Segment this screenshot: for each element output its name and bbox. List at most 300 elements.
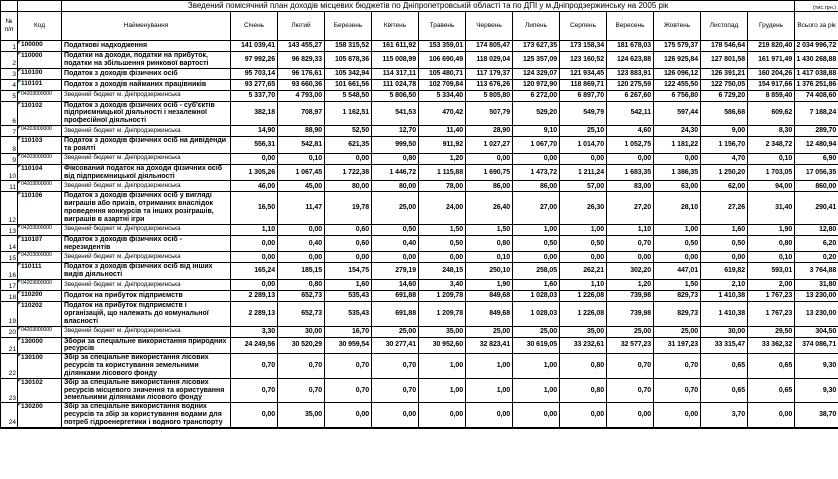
month-value-cell[interactable]: 0,00: [654, 252, 701, 263]
year-total-cell[interactable]: 9,30: [795, 354, 838, 378]
code-cell[interactable]: 110101: [18, 79, 62, 90]
name-cell[interactable]: Зведений бюджет м. Дніпродзержинська: [62, 280, 231, 291]
month-value-cell[interactable]: 0,70: [325, 354, 372, 378]
month-value-cell[interactable]: 25,00: [372, 326, 419, 337]
month-value-cell[interactable]: 28,10: [654, 192, 701, 224]
month-value-cell[interactable]: 5 806,50: [372, 90, 419, 101]
month-value-cell[interactable]: 123 160,52: [560, 52, 607, 69]
code-cell[interactable]: 110103: [18, 137, 62, 154]
name-cell[interactable]: Податок на прибуток підприємств: [62, 291, 231, 302]
code-cell[interactable]: 130100: [18, 354, 62, 378]
year-total-cell[interactable]: 860,00: [795, 181, 838, 192]
month-value-cell[interactable]: 1,00: [560, 224, 607, 235]
month-value-cell[interactable]: 0,00: [654, 403, 701, 428]
month-value-cell[interactable]: 161 971,49: [748, 52, 795, 69]
month-value-cell[interactable]: 0,50: [513, 235, 560, 252]
month-value-cell[interactable]: 470,42: [419, 101, 466, 125]
row-number-cell[interactable]: 19: [1, 302, 18, 326]
name-cell[interactable]: Зведений бюджет м. Дніпродзержинська: [62, 181, 231, 192]
row-number-cell[interactable]: 10: [1, 164, 18, 181]
month-value-cell[interactable]: 1,00: [513, 224, 560, 235]
code-cell[interactable]: 130200: [18, 403, 62, 428]
month-value-cell[interactable]: 80,00: [372, 181, 419, 192]
month-value-cell[interactable]: 86,00: [513, 181, 560, 192]
code-cell[interactable]: 04203000000: [18, 224, 62, 235]
month-value-cell[interactable]: 29,50: [748, 326, 795, 337]
month-value-cell[interactable]: 5 334,40: [419, 90, 466, 101]
month-value-cell[interactable]: 1 226,08: [560, 291, 607, 302]
year-total-cell[interactable]: 290,41: [795, 192, 838, 224]
month-value-cell[interactable]: 0,00: [231, 235, 278, 252]
month-value-cell[interactable]: 382,18: [231, 101, 278, 125]
month-value-cell[interactable]: 1 226,08: [560, 302, 607, 326]
month-value-cell[interactable]: 829,73: [654, 302, 701, 326]
month-value-cell[interactable]: 0,65: [701, 354, 748, 378]
month-value-cell[interactable]: 279,19: [372, 263, 419, 280]
year-total-cell[interactable]: 304,50: [795, 326, 838, 337]
code-cell[interactable]: 04203000000: [18, 326, 62, 337]
month-value-cell[interactable]: 0,10: [748, 252, 795, 263]
month-value-cell[interactable]: 2 348,72: [748, 137, 795, 154]
month-value-cell[interactable]: 123 883,91: [607, 68, 654, 79]
month-value-cell[interactable]: 0,80: [560, 354, 607, 378]
month-value-cell[interactable]: 57,00: [560, 181, 607, 192]
month-value-cell[interactable]: 25,00: [513, 326, 560, 337]
month-value-cell[interactable]: 0,70: [654, 378, 701, 402]
month-value-cell[interactable]: 45,00: [278, 181, 325, 192]
month-value-cell[interactable]: 0,00: [513, 403, 560, 428]
month-value-cell[interactable]: 1 767,23: [748, 291, 795, 302]
year-total-cell[interactable]: 3 764,88: [795, 263, 838, 280]
month-value-cell[interactable]: 106 690,49: [419, 52, 466, 69]
month-value-cell[interactable]: 1,00: [513, 378, 560, 402]
header-month-sep[interactable]: Вересень: [607, 12, 654, 41]
month-value-cell[interactable]: 0,00: [231, 280, 278, 291]
month-value-cell[interactable]: 262,21: [560, 263, 607, 280]
month-value-cell[interactable]: 609,62: [748, 101, 795, 125]
month-value-cell[interactable]: 0,65: [748, 378, 795, 402]
month-value-cell[interactable]: 1 386,35: [654, 164, 701, 181]
month-value-cell[interactable]: 24 249,56: [231, 337, 278, 354]
code-cell[interactable]: 110107: [18, 235, 62, 252]
name-cell[interactable]: Фіксований податок на доходи фізичних осіб від підприємницької діяльності: [62, 164, 231, 181]
row-number-cell[interactable]: 22: [1, 354, 18, 378]
row-number-cell[interactable]: 9: [1, 153, 18, 164]
month-value-cell[interactable]: 174 805,47: [466, 41, 513, 52]
name-cell[interactable]: Збори за спеціальне використання природних ресурсів: [62, 337, 231, 354]
name-cell[interactable]: Збір за спеціальне використання водних ресурсів та збір за користування водами для потреб гідроенергетики і водного транспорту: [62, 403, 231, 428]
year-total-cell[interactable]: 74 408,60: [795, 90, 838, 101]
month-value-cell[interactable]: 1,50: [466, 224, 513, 235]
month-value-cell[interactable]: 93 277,65: [231, 79, 278, 90]
month-value-cell[interactable]: 1 722,38: [325, 164, 372, 181]
month-value-cell[interactable]: 652,73: [278, 302, 325, 326]
month-value-cell[interactable]: 25,10: [560, 126, 607, 137]
month-value-cell[interactable]: 0,00: [607, 252, 654, 263]
code-cell[interactable]: 110104: [18, 164, 62, 181]
month-value-cell[interactable]: 0,00: [654, 153, 701, 164]
month-value-cell[interactable]: 160 204,26: [748, 68, 795, 79]
month-value-cell[interactable]: 86,00: [466, 181, 513, 192]
month-value-cell[interactable]: 143 455,27: [278, 41, 325, 52]
code-cell[interactable]: 04203000000: [18, 90, 62, 101]
name-cell[interactable]: Податок з доходів фізичних осіб у вигляді виграшів або призів, отриманих внаслідок проведення конкурсів та інших розіграшів, виграшів в азартні ігри: [62, 192, 231, 224]
name-cell[interactable]: Збір за спеціальне використання лісових ресурсів місцевого значення та користування земельними ділянками лісового фонду: [62, 378, 231, 402]
code-cell[interactable]: 04203000000: [18, 126, 62, 137]
month-value-cell[interactable]: 542,81: [278, 137, 325, 154]
year-total-cell[interactable]: 38,70: [795, 403, 838, 428]
month-value-cell[interactable]: 31 197,23: [654, 337, 701, 354]
month-value-cell[interactable]: 1,00: [419, 378, 466, 402]
month-value-cell[interactable]: 4,60: [607, 126, 654, 137]
month-value-cell[interactable]: 447,01: [654, 263, 701, 280]
month-value-cell[interactable]: 120 275,59: [607, 79, 654, 90]
code-cell[interactable]: 100000: [18, 41, 62, 52]
month-value-cell[interactable]: 0,10: [278, 153, 325, 164]
code-cell[interactable]: 04203000000: [18, 252, 62, 263]
month-value-cell[interactable]: 219 820,40: [748, 41, 795, 52]
month-value-cell[interactable]: 78,00: [419, 181, 466, 192]
month-value-cell[interactable]: 173 627,35: [513, 41, 560, 52]
month-value-cell[interactable]: 30 277,41: [372, 337, 419, 354]
month-value-cell[interactable]: 0,00: [325, 153, 372, 164]
month-value-cell[interactable]: 0,50: [372, 224, 419, 235]
month-value-cell[interactable]: 0,00: [325, 252, 372, 263]
month-value-cell[interactable]: 0,80: [466, 235, 513, 252]
month-value-cell[interactable]: 619,82: [701, 263, 748, 280]
month-value-cell[interactable]: 126 096,12: [654, 68, 701, 79]
month-value-cell[interactable]: 1 181,22: [654, 137, 701, 154]
month-value-cell[interactable]: 1,00: [466, 354, 513, 378]
month-value-cell[interactable]: 0,00: [419, 252, 466, 263]
month-value-cell[interactable]: 35,00: [560, 326, 607, 337]
month-value-cell[interactable]: 30 520,29: [278, 337, 325, 354]
month-value-cell[interactable]: 19,78: [325, 192, 372, 224]
month-value-cell[interactable]: 111 024,78: [372, 79, 419, 90]
month-value-cell[interactable]: 63,00: [654, 181, 701, 192]
month-value-cell[interactable]: 1,60: [325, 280, 372, 291]
row-number-cell[interactable]: 18: [1, 291, 18, 302]
month-value-cell[interactable]: 0,00: [513, 252, 560, 263]
month-value-cell[interactable]: 0,40: [372, 235, 419, 252]
header-month-jan[interactable]: Січень: [231, 12, 278, 41]
month-value-cell[interactable]: 0,00: [231, 252, 278, 263]
row-number-cell[interactable]: 12: [1, 192, 18, 224]
month-value-cell[interactable]: 302,20: [607, 263, 654, 280]
name-cell[interactable]: Зведений бюджет м. Дніпродзержинська: [62, 153, 231, 164]
month-value-cell[interactable]: 96 829,33: [278, 52, 325, 69]
row-number-cell[interactable]: 17: [1, 280, 18, 291]
month-value-cell[interactable]: 175 579,37: [654, 41, 701, 52]
month-value-cell[interactable]: 1 305,26: [231, 164, 278, 181]
name-cell[interactable]: Зведений бюджет м. Дніпродзержинська: [62, 326, 231, 337]
row-number-cell[interactable]: 14: [1, 235, 18, 252]
month-value-cell[interactable]: 0,10: [748, 153, 795, 164]
name-cell[interactable]: Податок з доходів найманих працівників: [62, 79, 231, 90]
month-value-cell[interactable]: 88,90: [278, 126, 325, 137]
month-value-cell[interactable]: 62,00: [701, 181, 748, 192]
month-value-cell[interactable]: 11,40: [419, 126, 466, 137]
month-value-cell[interactable]: 1 410,38: [701, 291, 748, 302]
month-value-cell[interactable]: 542,11: [607, 101, 654, 125]
month-value-cell[interactable]: 1,10: [607, 224, 654, 235]
month-value-cell[interactable]: 0,00: [372, 403, 419, 428]
code-cell[interactable]: 130000: [18, 337, 62, 354]
month-value-cell[interactable]: 6 756,80: [654, 90, 701, 101]
month-value-cell[interactable]: 1,50: [654, 280, 701, 291]
month-value-cell[interactable]: 1 473,72: [513, 164, 560, 181]
month-value-cell[interactable]: 122 750,05: [701, 79, 748, 90]
month-value-cell[interactable]: 549,79: [560, 101, 607, 125]
month-value-cell[interactable]: 105 878,36: [325, 52, 372, 69]
month-value-cell[interactable]: 5 548,50: [325, 90, 372, 101]
month-value-cell[interactable]: 113 676,26: [466, 79, 513, 90]
month-value-cell[interactable]: 691,88: [372, 302, 419, 326]
month-value-cell[interactable]: 31,40: [748, 192, 795, 224]
month-value-cell[interactable]: 250,10: [466, 263, 513, 280]
header-month-mar[interactable]: Березень: [325, 12, 372, 41]
month-value-cell[interactable]: 185,15: [278, 263, 325, 280]
month-value-cell[interactable]: 0,80: [372, 153, 419, 164]
year-total-cell[interactable]: 12 480,94: [795, 137, 838, 154]
month-value-cell[interactable]: 16,70: [325, 326, 372, 337]
year-total-cell[interactable]: 2 034 996,72: [795, 41, 838, 52]
month-value-cell[interactable]: 556,31: [231, 137, 278, 154]
month-value-cell[interactable]: 0,00: [466, 403, 513, 428]
month-value-cell[interactable]: 11,47: [278, 192, 325, 224]
month-value-cell[interactable]: 739,98: [607, 302, 654, 326]
month-value-cell[interactable]: 0,70: [325, 378, 372, 402]
month-value-cell[interactable]: 25,00: [372, 192, 419, 224]
row-number-cell[interactable]: 7: [1, 126, 18, 137]
month-value-cell[interactable]: 0,00: [607, 153, 654, 164]
month-value-cell[interactable]: 0,80: [278, 280, 325, 291]
row-number-cell[interactable]: 11: [1, 181, 18, 192]
month-value-cell[interactable]: 0,50: [419, 235, 466, 252]
month-value-cell[interactable]: 33 362,32: [748, 337, 795, 354]
month-value-cell[interactable]: 1 028,03: [513, 302, 560, 326]
month-value-cell[interactable]: 97 992,26: [231, 52, 278, 69]
name-cell[interactable]: Податок з доходів фізичних осіб - нерезидентів: [62, 235, 231, 252]
month-value-cell[interactable]: 0,65: [701, 378, 748, 402]
month-value-cell[interactable]: 739,98: [607, 291, 654, 302]
month-value-cell[interactable]: 0,00: [278, 252, 325, 263]
month-value-cell[interactable]: 535,43: [325, 302, 372, 326]
month-value-cell[interactable]: 27,26: [701, 192, 748, 224]
header-month-oct[interactable]: Жовтень: [654, 12, 701, 41]
month-value-cell[interactable]: 127 801,58: [701, 52, 748, 69]
month-value-cell[interactable]: 5 337,70: [231, 90, 278, 101]
month-value-cell[interactable]: 1 014,70: [560, 137, 607, 154]
month-value-cell[interactable]: 1 690,75: [466, 164, 513, 181]
month-value-cell[interactable]: 3,70: [701, 403, 748, 428]
header-month-may[interactable]: Травень: [419, 12, 466, 41]
month-value-cell[interactable]: 1 162,51: [325, 101, 372, 125]
month-value-cell[interactable]: 529,20: [513, 101, 560, 125]
month-value-cell[interactable]: 46,00: [231, 181, 278, 192]
month-value-cell[interactable]: 126 925,84: [654, 52, 701, 69]
month-value-cell[interactable]: 8,30: [748, 126, 795, 137]
month-value-cell[interactable]: 541,53: [372, 101, 419, 125]
month-value-cell[interactable]: 124 623,88: [607, 52, 654, 69]
name-cell[interactable]: Зведений бюджет м. Дніпродзержинська: [62, 252, 231, 263]
month-value-cell[interactable]: 161 611,92: [372, 41, 419, 52]
month-value-cell[interactable]: 0,00: [701, 252, 748, 263]
month-value-cell[interactable]: 165,24: [231, 263, 278, 280]
month-value-cell[interactable]: 1 067,45: [278, 164, 325, 181]
month-value-cell[interactable]: 0,00: [560, 252, 607, 263]
month-value-cell[interactable]: 1,90: [748, 224, 795, 235]
month-value-cell[interactable]: 5 805,80: [466, 90, 513, 101]
month-value-cell[interactable]: 83,00: [607, 181, 654, 192]
month-value-cell[interactable]: 586,68: [701, 101, 748, 125]
month-value-cell[interactable]: 6 897,70: [560, 90, 607, 101]
month-value-cell[interactable]: 115 008,99: [372, 52, 419, 69]
month-value-cell[interactable]: 1,10: [560, 280, 607, 291]
month-value-cell[interactable]: 117 179,37: [466, 68, 513, 79]
row-number-cell[interactable]: 1: [1, 41, 18, 52]
month-value-cell[interactable]: 24,30: [654, 126, 701, 137]
month-value-cell[interactable]: 141 039,41: [231, 41, 278, 52]
month-value-cell[interactable]: 27,20: [607, 192, 654, 224]
month-value-cell[interactable]: 14,60: [372, 280, 419, 291]
month-value-cell[interactable]: 1 446,72: [372, 164, 419, 181]
month-value-cell[interactable]: 0,70: [607, 235, 654, 252]
month-value-cell[interactable]: 35,00: [419, 326, 466, 337]
month-value-cell[interactable]: 94,00: [748, 181, 795, 192]
name-cell[interactable]: Податок з доходів фізичних осіб - суб'єктів підприємницької діяльності і незалежної професійної діяльності: [62, 101, 231, 125]
month-value-cell[interactable]: 0,80: [748, 235, 795, 252]
month-value-cell[interactable]: 0,70: [372, 378, 419, 402]
row-number-cell[interactable]: 6: [1, 101, 18, 125]
year-total-cell[interactable]: 31,80: [795, 280, 838, 291]
month-value-cell[interactable]: 0,00: [325, 403, 372, 428]
month-value-cell[interactable]: 30 959,54: [325, 337, 372, 354]
month-value-cell[interactable]: 26,30: [560, 192, 607, 224]
month-value-cell[interactable]: 0,00: [278, 224, 325, 235]
row-number-cell[interactable]: 5: [1, 90, 18, 101]
month-value-cell[interactable]: 118 029,04: [466, 52, 513, 69]
month-value-cell[interactable]: 593,01: [748, 263, 795, 280]
month-value-cell[interactable]: 120 972,90: [513, 79, 560, 90]
month-value-cell[interactable]: 1,10: [231, 224, 278, 235]
month-value-cell[interactable]: 0,00: [560, 153, 607, 164]
month-value-cell[interactable]: 125 357,09: [513, 52, 560, 69]
month-value-cell[interactable]: 9,00: [701, 126, 748, 137]
month-value-cell[interactable]: 1 115,88: [419, 164, 466, 181]
month-value-cell[interactable]: 652,73: [278, 291, 325, 302]
year-total-cell[interactable]: 13 230,00: [795, 302, 838, 326]
header-num[interactable]: № п/п: [1, 12, 18, 41]
month-value-cell[interactable]: 0,00: [466, 153, 513, 164]
month-value-cell[interactable]: 1 156,70: [701, 137, 748, 154]
month-value-cell[interactable]: 25,00: [654, 326, 701, 337]
month-value-cell[interactable]: 1,50: [419, 224, 466, 235]
name-cell[interactable]: Податок з доходів фізичних осіб: [62, 68, 231, 79]
month-value-cell[interactable]: 0,70: [278, 378, 325, 402]
header-month-feb[interactable]: Лютий: [278, 12, 325, 41]
month-value-cell[interactable]: 911,92: [419, 137, 466, 154]
code-cell[interactable]: 110200: [18, 291, 62, 302]
header-month-nov[interactable]: Листопад: [701, 12, 748, 41]
month-value-cell[interactable]: 1,60: [701, 224, 748, 235]
year-total-cell[interactable]: 6,90: [795, 153, 838, 164]
month-value-cell[interactable]: 118 869,71: [560, 79, 607, 90]
month-value-cell[interactable]: 0,80: [560, 378, 607, 402]
month-value-cell[interactable]: 33 232,61: [560, 337, 607, 354]
row-number-cell[interactable]: 15: [1, 252, 18, 263]
year-total-cell[interactable]: 1 430 268,88: [795, 52, 838, 69]
month-value-cell[interactable]: 0,60: [325, 224, 372, 235]
month-value-cell[interactable]: 27,00: [513, 192, 560, 224]
month-value-cell[interactable]: 3,40: [419, 280, 466, 291]
month-value-cell[interactable]: 105 342,94: [325, 68, 372, 79]
month-value-cell[interactable]: 30 952,60: [419, 337, 466, 354]
month-value-cell[interactable]: 95 703,14: [231, 68, 278, 79]
month-value-cell[interactable]: 14,90: [231, 126, 278, 137]
year-total-cell[interactable]: 1 417 038,88: [795, 68, 838, 79]
row-number-cell[interactable]: 20: [1, 326, 18, 337]
month-value-cell[interactable]: 0,65: [748, 354, 795, 378]
month-value-cell[interactable]: 999,50: [372, 137, 419, 154]
year-total-cell[interactable]: 9,30: [795, 378, 838, 402]
month-value-cell[interactable]: 1,20: [607, 280, 654, 291]
name-cell[interactable]: Податок з доходів фізичних осіб від інших видів діяльності: [62, 263, 231, 280]
month-value-cell[interactable]: 0,10: [466, 252, 513, 263]
month-value-cell[interactable]: 0,60: [325, 235, 372, 252]
month-value-cell[interactable]: 0,00: [748, 403, 795, 428]
month-value-cell[interactable]: 0,00: [607, 403, 654, 428]
month-value-cell[interactable]: 507,79: [466, 101, 513, 125]
name-cell[interactable]: Збір за спеціальне використання лісових ресурсів та користування земельними ділянками лісового фонду: [62, 354, 231, 378]
name-cell[interactable]: Зведений бюджет м. Дніпродзержинська: [62, 90, 231, 101]
month-value-cell[interactable]: 26,40: [466, 192, 513, 224]
month-value-cell[interactable]: 52,50: [325, 126, 372, 137]
month-value-cell[interactable]: 621,35: [325, 137, 372, 154]
month-value-cell[interactable]: 1,00: [513, 354, 560, 378]
name-cell[interactable]: Податок на прибуток підприємств і організацій, що належать до комунальної власності: [62, 302, 231, 326]
month-value-cell[interactable]: 1 250,20: [701, 164, 748, 181]
row-number-cell[interactable]: 13: [1, 224, 18, 235]
code-cell[interactable]: 04203000000: [18, 280, 62, 291]
month-value-cell[interactable]: 0,70: [607, 354, 654, 378]
month-value-cell[interactable]: 114 317,11: [372, 68, 419, 79]
month-value-cell[interactable]: 101 661,56: [325, 79, 372, 90]
year-total-cell[interactable]: 7 188,24: [795, 101, 838, 125]
month-value-cell[interactable]: 30,00: [701, 326, 748, 337]
month-value-cell[interactable]: 4,70: [701, 153, 748, 164]
month-value-cell[interactable]: 0,00: [560, 403, 607, 428]
row-number-cell[interactable]: 21: [1, 337, 18, 354]
month-value-cell[interactable]: 1 209,78: [419, 291, 466, 302]
month-value-cell[interactable]: 33 315,47: [701, 337, 748, 354]
header-month-apr[interactable]: Квітень: [372, 12, 419, 41]
month-value-cell[interactable]: 1 209,78: [419, 302, 466, 326]
month-value-cell[interactable]: 1 211,24: [560, 164, 607, 181]
header-month-jun[interactable]: Червень: [466, 12, 513, 41]
month-value-cell[interactable]: 0,00: [231, 403, 278, 428]
month-value-cell[interactable]: 1 767,23: [748, 302, 795, 326]
month-value-cell[interactable]: 1,20: [419, 153, 466, 164]
month-value-cell[interactable]: 30 619,05: [513, 337, 560, 354]
month-value-cell[interactable]: 2 289,13: [231, 291, 278, 302]
month-value-cell[interactable]: 829,73: [654, 291, 701, 302]
code-cell[interactable]: 110111: [18, 263, 62, 280]
name-cell[interactable]: Податки на доходи, податки на прибуток, податки на збільшення ринкової вартості: [62, 52, 231, 69]
month-value-cell[interactable]: 8 859,40: [748, 90, 795, 101]
month-value-cell[interactable]: 24,00: [419, 192, 466, 224]
month-value-cell[interactable]: 0,00: [231, 153, 278, 164]
